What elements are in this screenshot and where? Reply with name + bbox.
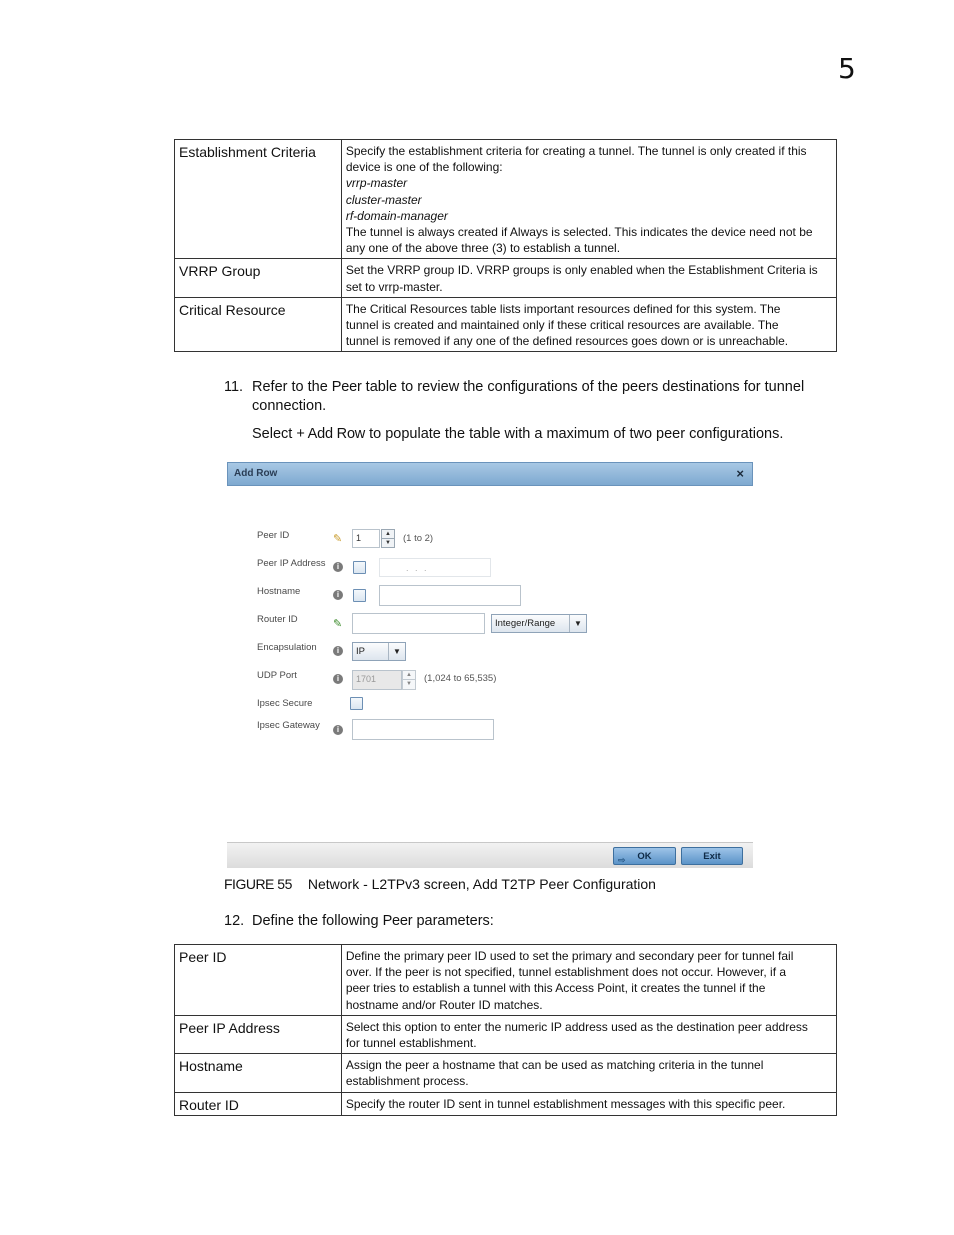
dialog-title: Add Row — [234, 468, 278, 479]
param-name: Hostname — [175, 1054, 342, 1092]
encapsulation-value: IP — [356, 646, 365, 657]
info-icon: i — [333, 674, 343, 684]
step-text — [252, 378, 832, 416]
info-icon: i — [333, 562, 343, 572]
spin-down-icon[interactable]: ▼ — [385, 540, 391, 546]
param-name: Peer IP Address — [175, 1015, 342, 1053]
info-icon: i — [333, 646, 343, 656]
param-name: VRRP Group — [175, 259, 342, 297]
param-name: Peer ID — [175, 945, 342, 1016]
chevron-down-icon: ▼ — [388, 643, 405, 660]
router-id-type-value: Integer/Range — [495, 618, 556, 629]
description-line: set to vrrp-master. — [345, 279, 443, 294]
peer-id-label: Peer ID — [257, 530, 290, 541]
description-line: hostname and/or Router ID matches. — [345, 997, 543, 1012]
close-icon[interactable]: × — [736, 466, 744, 481]
description-line: cluster-master — [345, 192, 422, 207]
exit-button[interactable] — [681, 847, 743, 865]
chevron-down-icon: ▼ — [569, 615, 586, 632]
description-line: tunnel is created and maintained only if these critical resources are available. The — [345, 318, 779, 333]
table-row — [175, 259, 837, 297]
step-text-part: table to review the configurations of the peers destinations for tunnel — [361, 379, 805, 395]
figure-title: Network - L2TPv3 screen, Add T2TP Peer Configuration — [307, 876, 656, 892]
spin-up-icon[interactable]: ▲ — [382, 530, 394, 539]
udp-port-spinner[interactable] — [402, 670, 416, 690]
hostname-input[interactable] — [379, 585, 521, 606]
tunnel-params-table — [174, 139, 837, 352]
description-line: Specify the router ID sent in tunnel establishment messages with this specific peer. — [345, 1096, 786, 1111]
description-line: Assign the peer a hostname that can be used as matching criteria in the tunnel — [345, 1058, 764, 1073]
param-description — [341, 1092, 836, 1115]
peer-ip-checkbox[interactable] — [353, 561, 366, 574]
info-icon: i — [333, 590, 343, 600]
udp-port-hint: (1,024 to 65,535) — [424, 673, 497, 684]
peer-params-table — [174, 944, 837, 1116]
router-id-label: Router ID — [257, 614, 298, 625]
instruction-part: to populate the table with a maximum of two peer configurations. — [365, 426, 784, 442]
table-row — [175, 945, 837, 1016]
step-text — [252, 912, 832, 931]
peer-ip-label: Peer IP Address — [257, 558, 326, 569]
dialog-titlebar — [227, 462, 753, 486]
step-text-part: connection. — [252, 398, 327, 414]
param-description — [341, 297, 836, 352]
description-line: device is one of the following: — [345, 160, 503, 175]
required-icon: ✎ — [333, 533, 343, 545]
instruction-text — [252, 425, 832, 444]
peer-id-hint: (1 to 2) — [403, 533, 434, 544]
add-row-dialog — [227, 462, 753, 867]
udp-port-input[interactable]: 1701 — [352, 670, 402, 690]
spin-down-icon[interactable]: ▼ — [406, 681, 412, 687]
ipsec-secure-checkbox[interactable] — [350, 697, 363, 710]
param-description — [341, 1054, 836, 1092]
info-icon: i — [333, 725, 343, 735]
router-id-type-select[interactable] — [491, 614, 587, 633]
description-line: establishment process. — [345, 1074, 469, 1089]
description-line: Define the primary peer ID used to set the primary and secondary peer for tunnel fail — [345, 949, 794, 963]
dialog-footer — [227, 842, 753, 868]
table-row — [175, 1092, 837, 1115]
router-id-input[interactable] — [352, 613, 485, 634]
hostname-label: Hostname — [257, 586, 301, 597]
edit-icon: ✎ — [333, 618, 343, 630]
description-line: for tunnel establishment. — [345, 1036, 477, 1051]
spin-up-icon[interactable]: ▲ — [403, 671, 415, 680]
figure-caption — [224, 876, 656, 892]
udp-port-label: UDP Port — [257, 670, 297, 681]
step-number: 12. — [224, 913, 245, 929]
table-row — [175, 140, 837, 259]
description-line: Select this option to enter the numeric IP address used as the destination peer address — [345, 1019, 808, 1034]
param-description — [341, 1015, 836, 1053]
hostname-checkbox[interactable] — [353, 589, 366, 602]
description-line: tunnel is removed if any one of the defined resources goes down or is unreachable. — [345, 334, 789, 349]
description-line: The tunnel is always created if Always is selected. This indicates the device need not be — [345, 225, 813, 240]
description-line: Specify the establishment criteria for creating a tunnel. The tunnel is only created if this — [345, 144, 807, 158]
step-keyword: Peer — [382, 913, 413, 929]
description-line: any one of the above three (3) to establish a tunnel. — [345, 241, 621, 256]
step-number: 11. — [224, 379, 244, 395]
instruction-part: Select — [252, 426, 297, 442]
ipsec-secure-label: Ipsec Secure — [257, 698, 313, 709]
step-keyword: Peer — [331, 379, 362, 395]
ipsec-gateway-label: Ipsec Gateway — [257, 720, 320, 731]
ip-separators: . . . — [406, 563, 429, 573]
description-line: peer tries to establish a tunnel with this Access Point, it creates the tunnel if the — [345, 981, 766, 996]
description-line: over. If the peer is not specified, tunnel establishment does not occur. However, if a — [345, 965, 787, 980]
param-name: Establishment Criteria — [175, 140, 342, 259]
encapsulation-label: Encapsulation — [257, 642, 317, 653]
step-text-part: Define the following — [252, 913, 383, 929]
param-name: Router ID — [175, 1092, 342, 1115]
peer-id-spinner[interactable] — [381, 529, 395, 548]
encapsulation-select[interactable] — [352, 642, 406, 661]
table-row — [175, 1054, 837, 1092]
exit-label: Exit — [703, 851, 721, 862]
add-row-keyword: + Add Row — [296, 426, 366, 442]
description-line: vrrp-master — [345, 176, 408, 191]
ok-icon: ⇨ — [618, 855, 626, 865]
table-row — [175, 297, 837, 352]
step-text-part: Refer to the — [252, 379, 332, 395]
param-description — [341, 140, 836, 259]
description-line: Set the VRRP group ID. VRRP groups is only enabled when the Establishment Criteria is — [345, 263, 818, 278]
table-row — [175, 1015, 837, 1053]
peer-ip-input[interactable] — [379, 558, 491, 577]
ok-button[interactable] — [613, 847, 676, 865]
param-name: Critical Resource — [175, 297, 342, 352]
chapter-number: 5 — [838, 52, 856, 85]
step-text-part: parameters: — [412, 913, 494, 929]
description-line: The Critical Resources table lists important resources defined for this system. The — [345, 301, 781, 316]
param-description — [341, 259, 836, 297]
param-description — [341, 945, 836, 1016]
description-line: rf-domain-manager — [345, 208, 448, 223]
ipsec-gateway-input[interactable] — [352, 719, 494, 740]
ok-label: OK — [637, 851, 652, 862]
peer-id-input[interactable]: 1 — [352, 529, 380, 548]
figure-number: FIGURE 55 — [224, 876, 292, 892]
